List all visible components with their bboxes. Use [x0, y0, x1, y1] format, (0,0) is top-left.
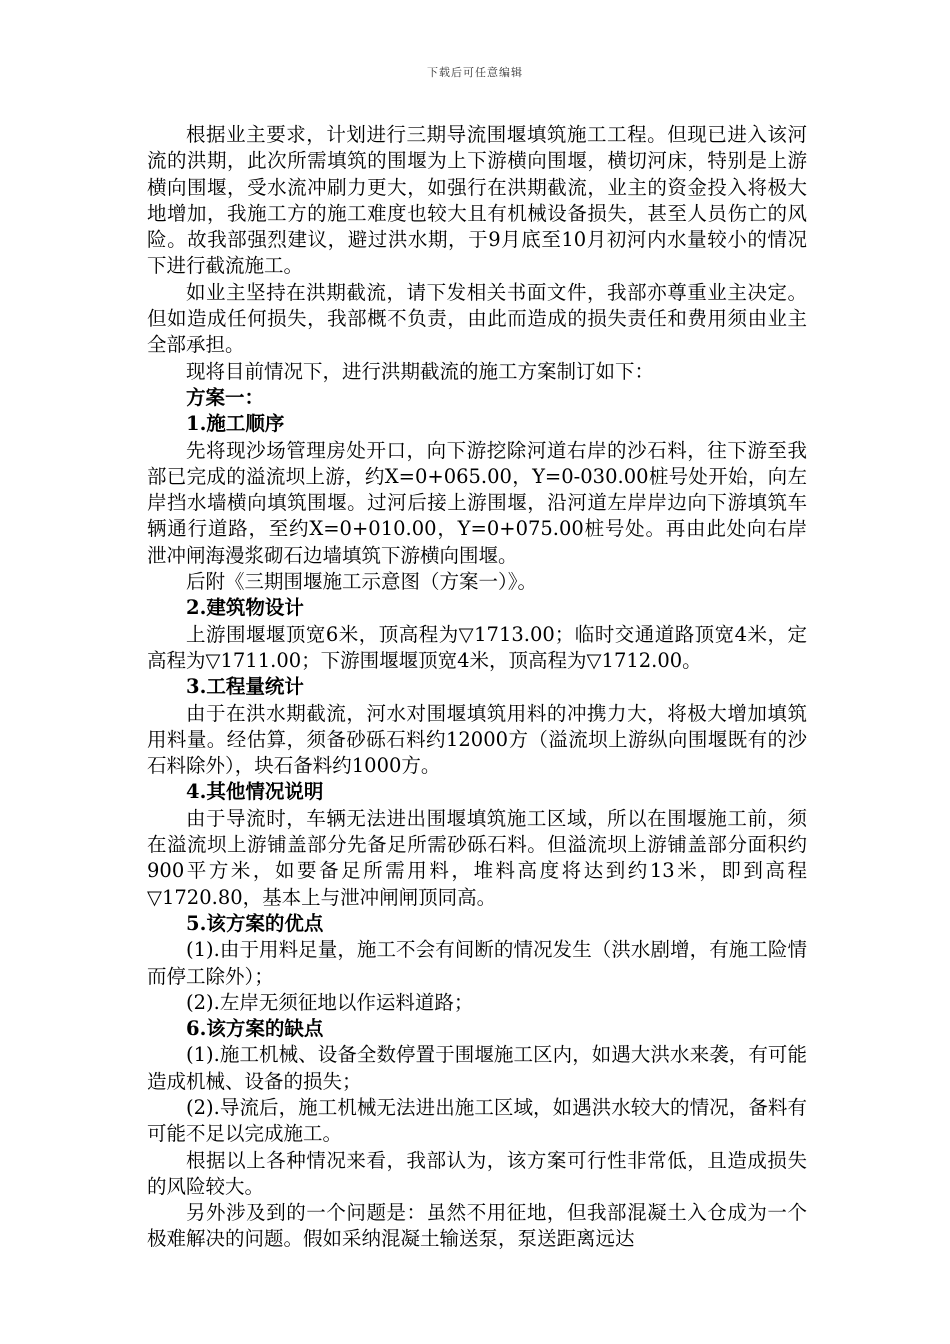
heading-structure-design: 2.建筑物设计 — [186, 596, 304, 620]
paragraph-attachment-note: 后附《三期围堰施工示意图（方案一）》。 — [186, 570, 538, 594]
page-header-note: 下载后可任意编辑 — [427, 66, 523, 79]
paragraph-construction-sequence: 先将现沙场管理房处开口，向下游挖除河道右岸的沙石料，往下游至我部已完成的溢流坝上游，约X=0+065.00，Y=0-030.00桩号处开始，向左岸挡水墙横向填筑围堰。过河后接上游围堰，沿河道左岸岸边向下游填筑车辆通行道路，至约X=0+010.00，Y=0+075.00桩号处。再由此处向右岸泄冲闸海漫浆砌石边墙填筑下游横向围堰。 — [147, 438, 807, 567]
heading-construction-sequence: 1.施工顺序 — [186, 412, 285, 436]
paragraph-advantage-2: (2).左岸无须征地以作运料道路； — [186, 990, 474, 1014]
heading-other-notes: 4.其他情况说明 — [186, 780, 324, 804]
heading-quantity-statistics: 3.工程量统计 — [186, 675, 304, 699]
paragraph-disadvantage-1: (1).施工机械、设备全数停置于围堰施工区内，如遇大洪水来袭，有可能造成机械、设备的损失； — [147, 1043, 807, 1093]
paragraph-quantity-statistics: 由于在洪水期截流，河水对围堰填筑用料的冲携力大，将极大增加填筑用料量。经估算，须备砂砾石料约12000方（溢流坝上游纵向围堰既有的沙石料除外），块石备料约1000方。 — [147, 701, 807, 778]
paragraph-advantage-1: (1).由于用料足量，施工不会有间断的情况发生（洪水剧增，有施工险情而停工除外）； — [147, 938, 807, 988]
paragraph-intro: 根据业主要求，计划进行三期导流围堰填筑施工工程。但现已进入该河流的洪期，此次所需填筑的围堰为上下游横向围堰，横切河床，特别是上游横向围堰，受水流冲刷力更大，如强行在洪期截流，业主的资金投入将极大地增加，我施工方的施工难度也较大且有机械设备损失，甚至人员伤亡的风险。故我部强烈建议，避过洪水期，于9月底至10月初河内水量较小的情况下进行截流施工。 — [147, 123, 807, 278]
paragraph-other-notes: 由于导流时，车辆无法进出围堰填筑施工区域，所以在围堰施工前，须在溢流坝上游铺盖部分先备足所需砂砾石料。但溢流坝上游铺盖部分面积约900平方米，如要备足所需用料，堆料高度将达到约13米，即到高程▽1720.80，基本上与泄冲闸闸顶同高。 — [147, 806, 807, 909]
paragraph-owner-decision: 如业主坚持在洪期截流，请下发相关书面文件，我部亦尊重业主决定。但如造成任何损失，我部概不负责，由此而造成的损失责任和费用须由业主全部承担。 — [147, 280, 807, 357]
heading-plan-one: 方案一： — [186, 385, 265, 409]
paragraph-plan-intro: 现将目前情况下，进行洪期截流的施工方案制订如下： — [186, 359, 655, 383]
paragraph-structure-design: 上游围堰堰顶宽6米，顶高程为▽1713.00；临时交通道路顶宽4米，定高程为▽1711.00；下游围堰堰顶宽4米，顶高程为▽1712.00。 — [147, 622, 807, 672]
paragraph-conclusion: 根据以上各种情况来看，我部认为，该方案可行性非常低，且造成损失的风险较大。 — [147, 1148, 807, 1198]
heading-advantages: 5.该方案的优点 — [186, 911, 324, 935]
document-body — [147, 122, 807, 1253]
heading-disadvantages: 6.该方案的缺点 — [186, 1017, 324, 1041]
paragraph-additional-issue: 另外涉及到的一个问题是：虽然不用征地，但我部混凝土入仓成为一个极难解决的问题。假如采纳混凝土输送泵，泵送距离远达 — [147, 1201, 807, 1251]
paragraph-disadvantage-2: (2).导流后，施工机械无法进出施工区域，如遇洪水较大的情况，备料有可能不足以完成施工。 — [147, 1095, 807, 1146]
